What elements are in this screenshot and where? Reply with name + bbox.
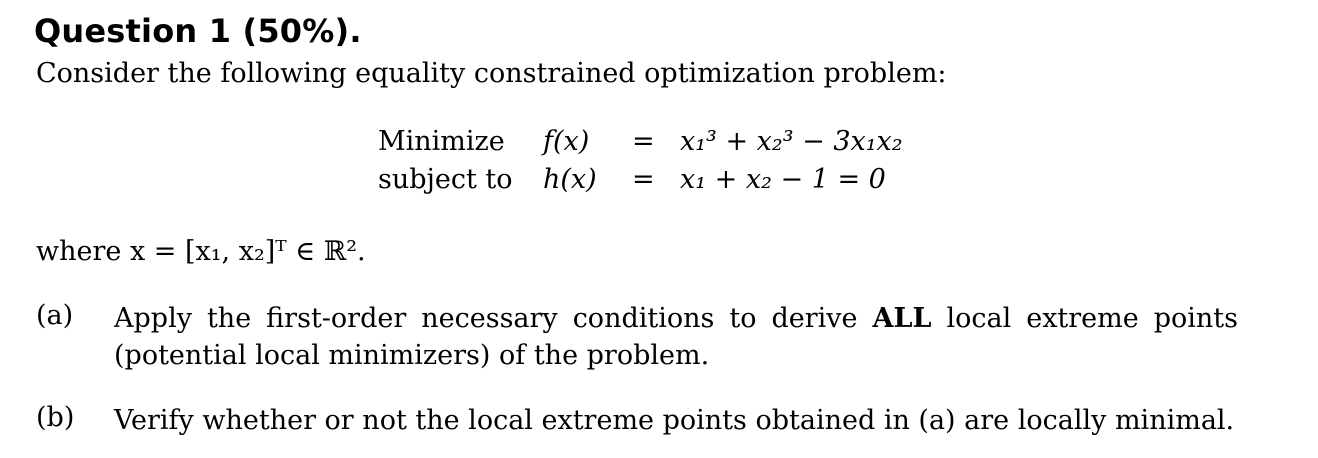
part-a-text [114,300,1238,374]
objective-lhs: f(x) [543,126,590,157]
constraint-lhs: h(x) [543,164,597,195]
part-a-text-before: Apply the first-order necessary conditions to derive [114,303,858,334]
part-b-text: Verify whether or not the local extreme points obtained in (a) are locally minimal. [114,405,1235,436]
question-heading: Question 1 (50%). [34,12,362,50]
part-a-label: (a) [36,300,74,331]
part-a-emphasis: ALL [872,303,932,334]
objective-keyword: Minimize [378,126,505,157]
objective-equals: = [632,126,655,157]
part-b-label: (b) [36,402,75,433]
constraint-keyword: subject to [378,164,513,195]
constraint-rhs: x₁ + x₂ − 1 = 0 [680,164,886,195]
objective-rhs: x₁³ + x₂³ − 3x₁x₂ [680,126,903,157]
problem-intro: Consider the following equality constrained optimization problem: [36,58,947,89]
variable-definition: where x = [x₁, x₂]ᵀ ∈ ℝ². [36,236,366,267]
part-a-text-after: local extreme points (potential local minimizers) of the problem. [114,303,1239,371]
constraint-equals: = [632,164,655,195]
